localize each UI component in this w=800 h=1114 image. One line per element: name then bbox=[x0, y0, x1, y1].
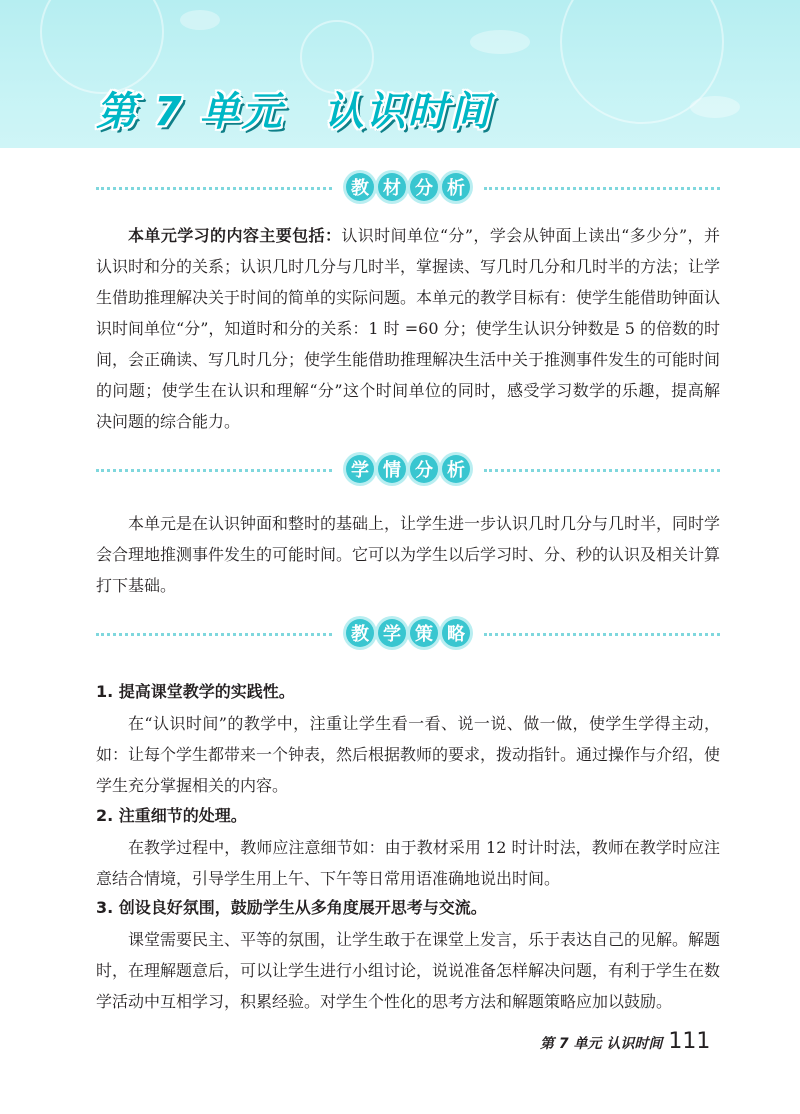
page-title bbox=[96, 80, 492, 140]
strategy-heading-3: 3. 创设良好氛围，鼓励学生从多角度展开思考与交流。 bbox=[96, 898, 487, 917]
title-char: 教 bbox=[346, 173, 374, 201]
footer-unit-title: 第 7 单元 认识时间 bbox=[540, 1036, 663, 1052]
learners-paragraph: 本单元是在认识钟面和整时的基础上，让学生进一步认识几时几分与几时半，同时学会合理地推测事件发生的可能时间。它可以为学生以后学习时、分、秒的认识及相关计算打下基础。 bbox=[96, 514, 721, 595]
section-header-learners bbox=[96, 450, 720, 490]
section-title-strategy bbox=[344, 615, 472, 651]
title-char: 分 bbox=[410, 173, 438, 201]
analysis-paragraph bbox=[96, 220, 720, 437]
banner-decoration bbox=[180, 10, 220, 30]
strategy-body-1: 在“认识时间”的教学中，注重让学生看一看、说一说、做一做，使学生学得主动，如：让每个学生都带来一个钟表，然后根据教师的要求，拨动指针。通过操作与介绍，使学生充分掌握相关的内容。 bbox=[96, 714, 721, 795]
strategy-body-3: 课堂需要民主、平等的氛围，让学生敢于在课堂上发言，乐于表达自己的见解。解题时，在理解题意后，可以让学生进行小组讨论，说说准备怎样解决问题，有利于学生在数学活动中互相学习，积累经验。对学生个性化的思考方法和解题策略应加以鼓励。 bbox=[96, 930, 721, 1011]
title-char: 析 bbox=[442, 455, 470, 483]
page-footer bbox=[540, 1026, 710, 1054]
unit-label: 第 7 单元 bbox=[96, 89, 284, 135]
title-char: 策 bbox=[410, 619, 438, 647]
title-char: 析 bbox=[442, 173, 470, 201]
divider bbox=[484, 187, 720, 190]
section-header-strategy bbox=[96, 614, 720, 654]
divider bbox=[96, 187, 332, 190]
divider bbox=[96, 633, 332, 636]
divider bbox=[96, 469, 332, 472]
title-char: 学 bbox=[378, 619, 406, 647]
section-title-analysis bbox=[344, 169, 472, 205]
banner-decoration bbox=[470, 30, 530, 54]
strategy-heading-1: 1. 提高课堂教学的实践性。 bbox=[96, 682, 295, 701]
strategy-heading-2: 2. 注重细节的处理。 bbox=[96, 806, 247, 825]
divider bbox=[484, 469, 720, 472]
strategy-body-2: 在教学过程中，教师应注意细节如：由于教材采用 12 时计时法，教师在教学时应注意结合情境，引导学生用上午、下午等日常用语准确地说出时间。 bbox=[96, 838, 720, 888]
title-char: 材 bbox=[378, 173, 406, 201]
title-char: 学 bbox=[346, 455, 374, 483]
title-char: 情 bbox=[378, 455, 406, 483]
section-header-analysis bbox=[96, 168, 720, 208]
analysis-body: 认识时间单位“分”，学会从钟面上读出“多少分”，并认识时和分的关系；认识几时几分与几时半，掌握读、写几时几分和几时半的方法；让学生借助推理解决关于时间的简单的实际问题。本单元的教学目标有：使学生能借助钟面认识时间单位“分”，知道时和分的关系：1 时 =60 分；使学生认识分钟数是 5 的倍数的时间，会正确读、写几时几分；使学生能借助推理解决生活中关于推测事件发生的可能时间的问题；使学生在认识和理解“分”这个时间单位的同时，感受学习数学的乐趣，提高解决问题的综合能力。 bbox=[96, 226, 721, 431]
title-char: 教 bbox=[346, 619, 374, 647]
unit-topic: 认识时间 bbox=[323, 89, 492, 135]
title-char: 略 bbox=[442, 619, 470, 647]
title-char: 分 bbox=[410, 455, 438, 483]
page-number: 111 bbox=[668, 1029, 711, 1054]
analysis-lead: 本单元学习的内容主要包括： bbox=[128, 226, 342, 245]
divider bbox=[484, 633, 720, 636]
banner-decoration bbox=[690, 96, 740, 118]
section-title-learners bbox=[344, 451, 472, 487]
